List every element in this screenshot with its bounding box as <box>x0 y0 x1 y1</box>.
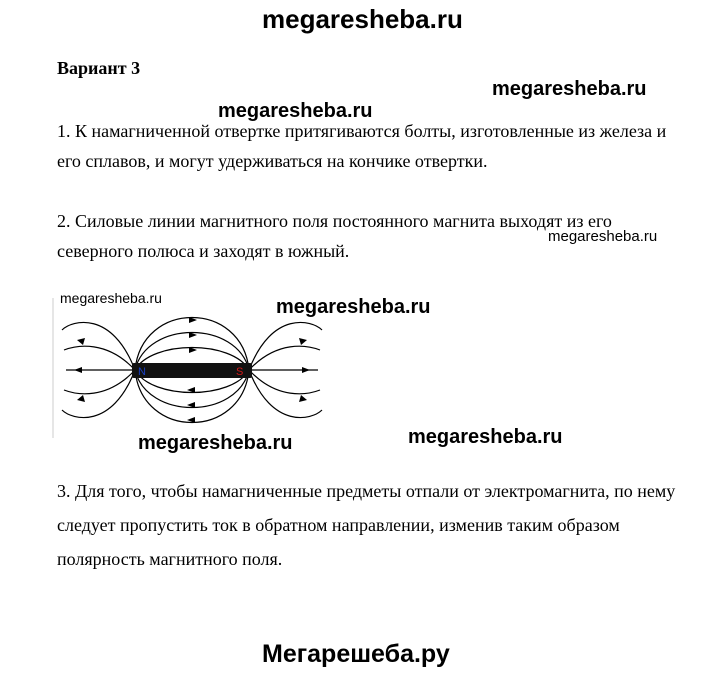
north-pole-label: N <box>138 366 146 378</box>
magnetic-field-diagram <box>52 290 332 440</box>
answer-3: 3. Для того, чтобы намагниченные предметы отпали от электромагнита, по нему следует пропустить ток в обратном направлении, изменив таким образом полярность магнитного поля. <box>57 481 676 569</box>
watermark-figure-small: megaresheba.ru <box>60 290 162 306</box>
watermark-right-1: megaresheba.ru <box>492 78 647 100</box>
bar-magnet <box>132 363 252 378</box>
watermark-figure-bottom-right: megaresheba.ru <box>408 426 563 448</box>
watermark-top: megaresheba.ru <box>262 4 463 34</box>
answer-1: 1. К намагниченной отвертке притягиваются болты, изготовленные из железа и его сплавов, и могут удерживаться на кончике отвертки. <box>57 121 667 171</box>
answer-2: 2. Силовые линии магнитного поля постоянного магнита выходят из его северного полюса и заходят в южный. <box>57 211 612 261</box>
watermark-mid-1: megaresheba.ru <box>218 100 373 122</box>
south-pole-label: S <box>236 366 244 378</box>
figure-left-edge <box>52 298 54 438</box>
watermark-figure-mid: megaresheba.ru <box>276 296 431 318</box>
watermark-figure-bottom-left: megaresheba.ru <box>138 432 293 454</box>
variant-title: Вариант 3 <box>57 58 141 78</box>
watermark-right-2: megaresheba.ru <box>548 228 658 245</box>
watermark-footer: Мегарешеба.ру <box>262 640 450 668</box>
magnetic-field-figure <box>52 290 332 440</box>
